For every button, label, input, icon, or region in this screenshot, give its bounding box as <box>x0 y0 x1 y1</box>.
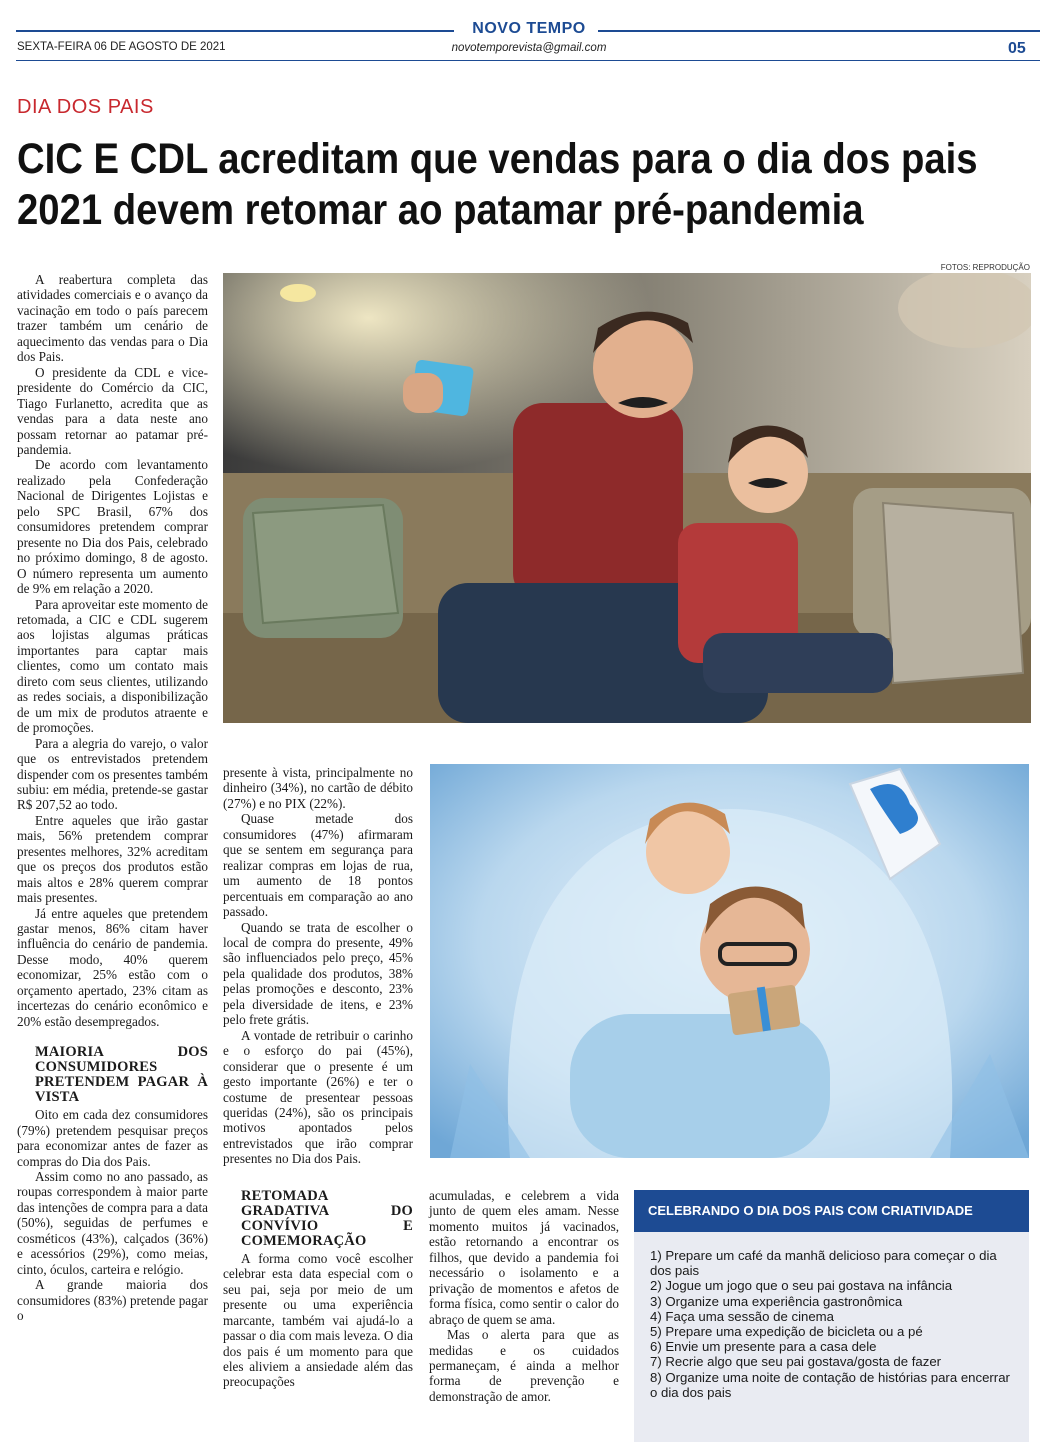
paragraph: Quase metade dos consumidores (47%) afirmaram que se sentem em segurança para realizar compras em lojas de rua, um aumento de 18 pontos percentuais em comparação ao ano passado. <box>223 811 413 920</box>
list-item: 4) Faça uma sessão de cinema <box>650 1308 834 1324</box>
publication-name: NOVO TEMPO <box>472 20 586 37</box>
page-number: 05 <box>1008 40 1026 57</box>
header-rule-right <box>598 30 1040 32</box>
contact-email[interactable]: novotemporevista@gmail.com <box>451 42 607 54</box>
paragraph: Oito em cada dez consumidores (79%) pretendem pesquisar preços para economizar antes de fazer as compras do Dia dos Pais. <box>17 1107 208 1169</box>
paragraph: Para a alegria do varejo, o valor que os entrevistados pretendem dispender com os presentes também subiu: em média, pretende-se gastar R$ 207,52 ao todo. <box>17 735 208 813</box>
paragraph: A vontade de retribuir o carinho e o esforço do pai (45%), considerar que o presente é um gesto importante (26%) e ter o costume de presentear pessoas queridas (24%), são os principais motivos apontados pelos entrevistados que irão comprar presentes no Dia dos Pais. <box>223 1027 413 1167</box>
paragraph: O presidente da CDL e vice-presidente do Comércio da CIC, Tiago Furlanetto, acredita que as vendas para a data neste ano possam retornar ao patamar pré-pandemia. <box>17 364 208 457</box>
list-item: 8) Organize uma noite de contação de histórias para encerrar o dia dos pais <box>650 1369 1010 1400</box>
paragraph: Quando se trata de escolher o local de compra do presente, 49% são influenciados pelo preço, 45% pela qualidade dos produtos, 38% pelas promoções e desconto, 23% pela diversidade de itens, e 23% pelo frete grátis. <box>223 919 413 1028</box>
tips-list <box>634 1232 1029 1400</box>
list-item: 7) Recrie algo que seu pai gostava/gosta de fazer <box>650 1354 942 1370</box>
header-bottom-rule <box>16 60 1040 61</box>
article-column-3 <box>429 1188 619 1404</box>
paragraph: A grande maioria dos consumidores (83%) pretende pagar o <box>17 1277 208 1324</box>
photo-credit: FOTOS: REPRODUÇÃO <box>940 263 1030 272</box>
section-label: DIA DOS PAIS <box>17 96 154 118</box>
subheading: RETOMADA GRADATIVA DO CONVÍVIO E COMEMORAÇÃO <box>241 1187 413 1249</box>
article-column-2 <box>223 765 413 1390</box>
daughter-gift-photo <box>430 764 1029 1158</box>
paragraph: Entre aqueles que irão gastar mais, 56% pretendem comprar presentes melhores, 32% acreditam que os preços dos produtos estão mais altos e 28% querem comprar mais presentes. <box>17 812 208 906</box>
paragraph: De acordo com levantamento realizado pela Confederação Nacional de Dirigentes Lojistas e pelo SPC Brasil, 67% dos consumidores pretendem comprar presente no Dia dos Pais, celebrado no próximo domingo, 8 de agosto. O número representa um aumento de 9% em relação a 2020. <box>17 457 208 597</box>
issue-date: SEXTA-FEIRA 06 DE AGOSTO DE 2021 <box>17 41 226 53</box>
list-item: 6) Envie um presente para a casa dele <box>650 1339 877 1355</box>
list-item: 1) Prepare um café da manhã delicioso para começar o dia dos pais <box>650 1248 997 1279</box>
list-item: 5) Prepare uma expedição de bicicleta ou a pé <box>650 1324 923 1340</box>
headline-line-2: 2021 devem retomar ao patamar pré-pandemia <box>17 186 864 234</box>
paragraph: Já entre aqueles que pretendem gastar menos, 86% citam haver influência do cenário de pandemia. Desse modo, 40% querem economizar, 25% estão com o orçamento apertado, 23% citam as incertezas do cenário econômico e 20% estão desempregados. <box>17 905 208 1029</box>
tips-sidebox <box>634 1190 1029 1442</box>
paragraph: presente à vista, principalmente no dinheiro (34%), no cartão de débito (27%) e no PIX (22%). <box>223 765 413 811</box>
paragraph: Assim como no ano passado, as roupas correspondem à maior parte das intenções de compra para a data (50%), seguidas de perfumes e cosméticos (43%), calçados (36%) e acessórios (29%), como meias, cinto, óculos, carteira e relógio. <box>17 1169 208 1277</box>
list-item: 2) Jogue um jogo que o seu pai gostava na infância <box>650 1278 953 1294</box>
article-column-1 <box>17 272 208 1324</box>
headline-line-1: CIC E CDL acreditam que vendas para o dia dos pais <box>17 135 978 183</box>
sidebox-title: CELEBRANDO O DIA DOS PAIS COM CRIATIVIDADE <box>634 1190 1029 1232</box>
headline <box>17 134 978 236</box>
paragraph: A forma como você escolher celebrar esta data especial com o seu pai, seja por meio de um presente ou uma experiência marcante, também vai ajudá-lo a passar o dia com mais leveza. O dia dos pais é um momento para que eles aliviem a ansiedade além das preocupações <box>223 1250 413 1390</box>
paragraph: acumuladas, e celebrem a vida junto de quem eles amam. Nesse momento muitos já vacinados, estão retornando a encontrar os filhos, que devido a pandemia foi necessário o isolamento e a privação de momentos e afetos de forma física, como sentir o calor do abraço de quem se ama. <box>429 1188 619 1327</box>
paragraph: A reabertura completa das atividades comerciais e o avanço da vacinação em todo o país parecem trazer também um cenário de aquecimento das vendas para o Dia dos Pais. <box>17 272 208 365</box>
paragraph: Mas o alerta para que as medidas e os cuidados permaneçam, é ainda a melhor forma de prevenção e demonstração de amor. <box>429 1327 619 1404</box>
subheading: MAIORIA DOS CONSUMIDORES PRETENDEM PAGAR À VISTA <box>35 1044 208 1106</box>
header-rule-left <box>16 30 454 32</box>
paragraph: Para aproveitar este momento de retomada, a CIC e CDL sugerem aos lojistas algumas práticas importantes para captar mais clientes, como um contato mais direto com seus clientes, utilizando as redes sociais, a disponibilização de um mix de produtos atraente e de promoções. <box>17 596 208 736</box>
father-son-selfie-photo <box>223 273 1031 723</box>
list-item: 3) Organize uma experiência gastronômica <box>650 1293 903 1309</box>
